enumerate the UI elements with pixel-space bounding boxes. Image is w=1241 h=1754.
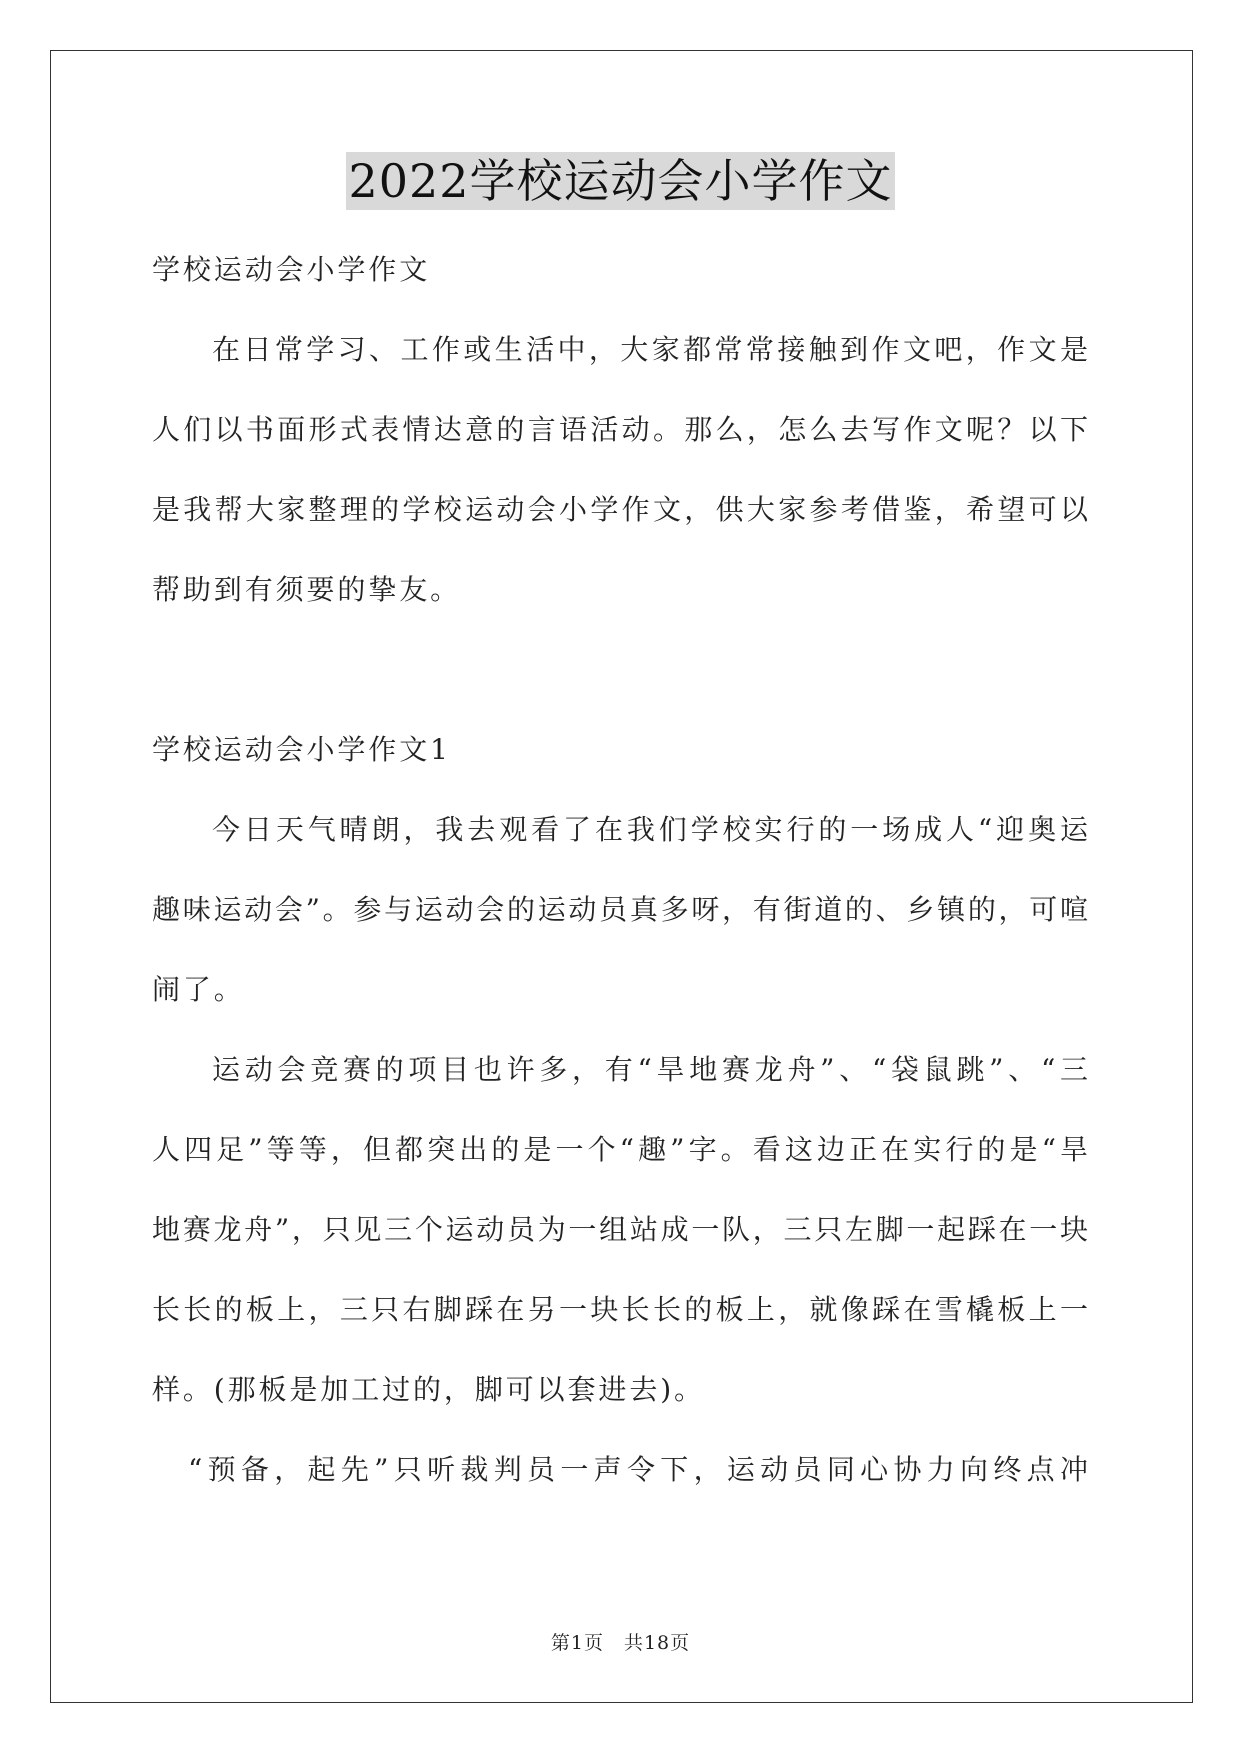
paragraph-line: “预备，起先”只听裁判员一声令下，运动员同心协力向终点冲 [188,1453,1088,1486]
intro-line: 帮助到有须要的挚友。 [152,573,462,606]
subtitle: 学校运动会小学作文 [152,253,431,286]
paragraph-line: 今日天气晴朗，我去观看了在我们学校实行的一场成人“迎奥运 [212,813,1088,846]
page-number: 第1页 共18页 [550,1632,691,1654]
document-title: 2022学校运动会小学作文 [348,154,893,208]
section-heading: 学校运动会小学作文1 [152,733,451,766]
intro-line: 是我帮大家整理的学校运动会小学作文，供大家参考借鉴，希望可以 [152,493,1088,526]
paragraph-line: 闹了。 [152,973,245,1006]
document-body [152,230,1088,1510]
intro-line: 在日常学习、工作或生活中，大家都常常接触到作文吧，作文是 [212,333,1088,366]
paragraph-line: 地赛龙舟”，只见三个运动员为一组站成一队，三只左脚一起踩在一块 [152,1213,1088,1246]
title-container [0,152,1241,210]
paragraph-line: 长长的板上，三只右脚踩在另一块长长的板上，就像踩在雪橇板上一 [152,1293,1088,1326]
page-footer [0,1628,1241,1655]
paragraph-line: 样。(那板是加工过的，脚可以套进去)。 [152,1373,705,1406]
intro-line: 人们以书面形式表情达意的言语活动。那么，怎么去写作文呢？以下 [152,413,1088,446]
paragraph-gap [152,630,1088,710]
paragraph-line: 人四足”等等，但都突出的是一个“趣”字。看这边正在实行的是“旱 [152,1133,1088,1166]
paragraph-line: 运动会竞赛的项目也许多，有“旱地赛龙舟”、“袋鼠跳”、“三 [212,1053,1088,1086]
paragraph-line: 趣味运动会”。参与运动会的运动员真多呀，有街道的、乡镇的，可喧 [152,893,1088,926]
